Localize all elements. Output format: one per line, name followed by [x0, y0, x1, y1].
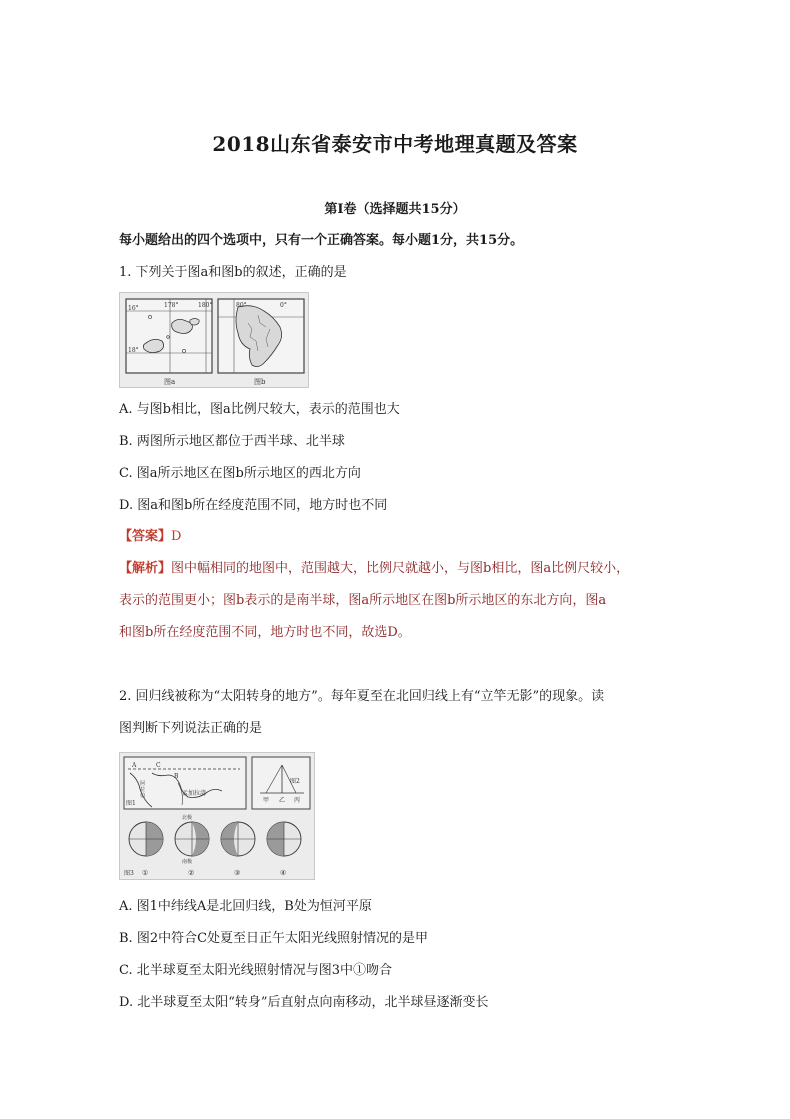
q2-figure-svg [120, 753, 315, 880]
q2-stem-line-2: 图判断下列说法正确的是 [119, 721, 263, 736]
map-b [218, 299, 304, 386]
fig2-yi: 乙 [279, 797, 286, 804]
q2-option-b: B. 图2中符合C处夏至日正午太阳光线照射情况的是甲 [119, 931, 429, 946]
q2-option-d: D. 北半球夏至太阳“转身”后直射点向南移动，北半球昼逐渐变长 [119, 995, 489, 1010]
fig2-bing: 丙 [294, 797, 301, 804]
fig3-north-pole: 北极 [182, 815, 193, 821]
map-b-label: 图b [254, 378, 266, 386]
q1-option-b: B. 两图所示地区都位于西半球、北半球 [119, 434, 345, 449]
answer-tag: 【答案】 [119, 529, 172, 544]
fig1-label-a: A [132, 762, 137, 769]
map-a-lat-16: 16° [128, 305, 139, 312]
page-title: 2018山东省泰安市中考地理真题及答案 [212, 132, 578, 156]
analysis-text-1: 图中幅相同的地图中，范围越大，比例尺就越小，与图b相比，图a比例尺较小， [171, 561, 630, 576]
fig3-globe-3: ③ [234, 869, 241, 877]
section-heading: 第Ⅰ卷（选择题共15分） [324, 202, 466, 217]
fig3-label: 图3 [124, 870, 134, 877]
q1-maps-svg [120, 293, 309, 388]
q1-analysis-line-3: 和图b所在经度范围不同，地方时也不同，故选D。 [119, 625, 411, 640]
fig1-arabia-2: 拉 [140, 787, 146, 793]
fig3-globe-4: ④ [280, 869, 287, 877]
analysis-tag: 【解析】 [119, 561, 172, 576]
fig1-arabia-1: 阿 [140, 781, 146, 787]
q1-analysis-line-1 [119, 560, 629, 578]
q2-option-a: A. 图1中纬线A是北回归线，B处为恒河平原 [119, 899, 372, 914]
fig2-jia: 甲 [263, 797, 270, 804]
q1-stem: 1. 下列关于图a和图b的叙述，正确的是 [119, 265, 347, 280]
map-a-label: 图a [164, 378, 176, 386]
answer-value: D [171, 529, 182, 544]
fig3-globes [124, 814, 301, 877]
map-b-lat-0: 0° [280, 302, 287, 309]
fig1-label: 图1 [126, 800, 136, 807]
map-a-lat-18: 18° [128, 347, 139, 354]
q2-figure [119, 752, 315, 880]
fig1-map [124, 757, 246, 809]
map-a [126, 299, 212, 386]
fig1-label-c: C [156, 762, 161, 769]
q2-option-c: C. 北半球夏至太阳光线照射情况与图3中①吻合 [119, 963, 393, 978]
fig1-arabia-3: 伯 [140, 793, 146, 799]
q1-option-d: D. 图a和图b所在经度范围不同，地方时也不同 [119, 498, 388, 513]
q2-stem-line-1: 2. 回归线被称为“太阳转身的地方”。每年夏至在北回归线上有“立竿无影”的现象。读 [119, 689, 605, 704]
map-a-lon-178: 178° [164, 302, 179, 309]
fig3-globe-1: ① [142, 869, 149, 877]
map-b-lon-80: 80° [236, 302, 247, 309]
instruction-text: 每小题给出的四个选项中，只有一个正确答案。每小题1分，共15分。 [119, 233, 524, 248]
fig3-south-pole: 南极 [182, 859, 193, 865]
map-a-lon-180: 180° [198, 302, 213, 309]
fig1-bay: 孟加拉湾 [182, 790, 207, 797]
q1-option-a: A. 与图b相比，图a比例尺较大，表示的范围也大 [119, 402, 400, 417]
fig3-globe-2: ② [188, 869, 195, 877]
q1-analysis-line-2: 表示的范围更小；图b表示的是南半球，图a所示地区在图b所示地区的东北方向，图a [119, 593, 607, 608]
q1-figure-maps [119, 292, 309, 388]
q1-answer [119, 528, 181, 546]
fig2-label: 图2 [290, 778, 300, 785]
fig2-sun-angles [252, 757, 310, 809]
q1-option-c: C. 图a所示地区在图b所示地区的西北方向 [119, 466, 361, 481]
fig1-label-b: B [174, 773, 179, 780]
